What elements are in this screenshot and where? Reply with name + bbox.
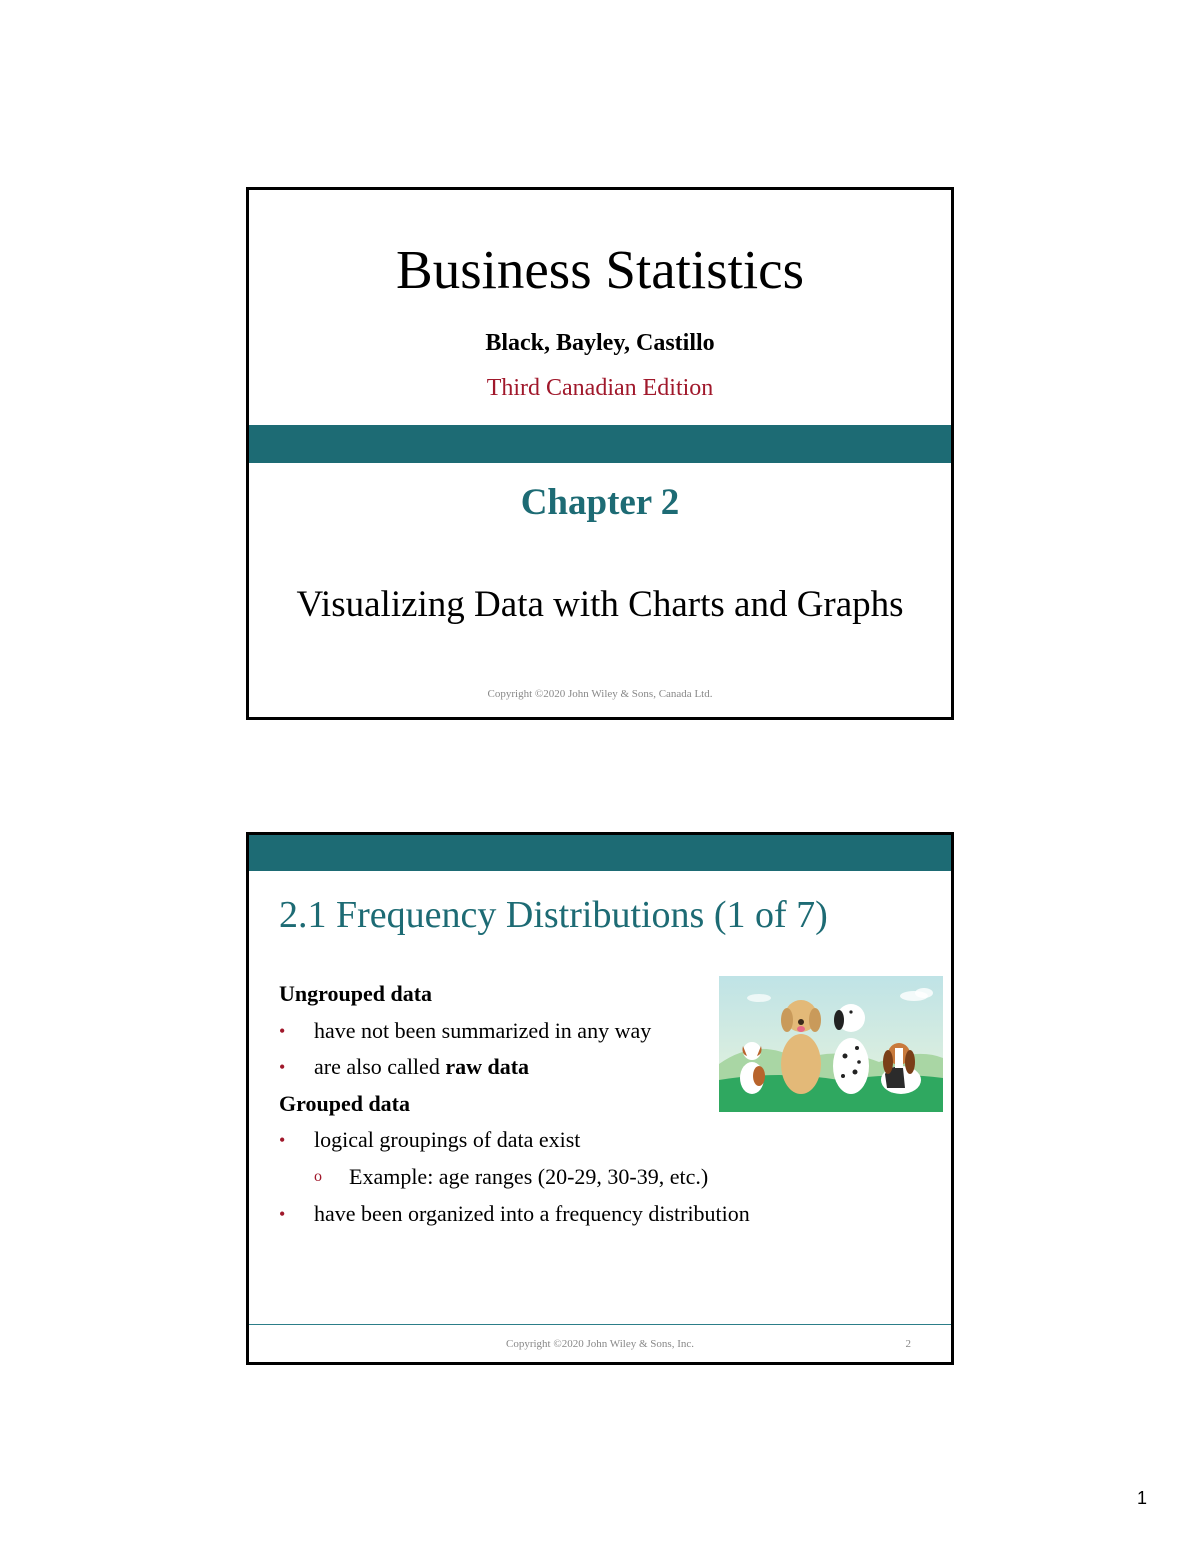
bullet-icon: • <box>279 1057 286 1078</box>
copyright-text: Copyright ©2020 John Wiley & Sons, Canada Ltd. <box>487 688 713 700</box>
list-item <box>279 1196 750 1233</box>
grouped-heading: Grouped data <box>279 1090 411 1116</box>
slide-2 <box>246 832 954 1365</box>
bullet-icon: • <box>279 1020 286 1041</box>
copyright-text: Copyright ©2020 John Wiley & Sons, Inc. <box>506 1338 694 1350</box>
slide-title: Business Statistics <box>396 239 804 300</box>
chapter-label: Chapter 2 <box>520 482 680 523</box>
slide-heading: 2.1 Frequency Distributions (1 of 7) <box>279 894 828 936</box>
bullet-text: logical groupings of data exist <box>314 1127 581 1153</box>
chapter-subtitle: Visualizing Data with Charts and Graphs <box>296 584 904 625</box>
sub-bullet-icon: o <box>314 1167 322 1185</box>
page-number: 1 <box>1137 1488 1148 1508</box>
bullet-icon: • <box>279 1203 286 1224</box>
list-item <box>279 1122 750 1159</box>
bullet-text: have not been summarized in any way <box>314 1017 652 1043</box>
list-item <box>279 1049 750 1086</box>
slide-1 <box>246 187 954 720</box>
sub-list-item <box>279 1159 750 1196</box>
authors: Black, Bayley, Castillo <box>485 330 715 356</box>
list-item <box>279 1013 750 1050</box>
slide-content <box>279 976 750 1232</box>
dogs-illustration-icon <box>719 976 943 1112</box>
bullet-text: are also called <box>314 1054 440 1080</box>
bullet-text: have been organized into a frequency distribution <box>314 1200 750 1226</box>
sub-bullet-text: Example: age ranges (20-29, 30-39, etc.) <box>349 1163 709 1189</box>
footer-divider <box>249 1324 951 1325</box>
slide-number: 2 <box>905 1338 911 1350</box>
edition: Third Canadian Edition <box>486 375 714 401</box>
accent-band <box>249 425 951 463</box>
bullet-emphasis: raw data <box>445 1054 530 1080</box>
ungrouped-heading: Ungrouped data <box>279 981 433 1006</box>
bullet-icon: • <box>279 1130 286 1151</box>
accent-band <box>249 835 951 871</box>
